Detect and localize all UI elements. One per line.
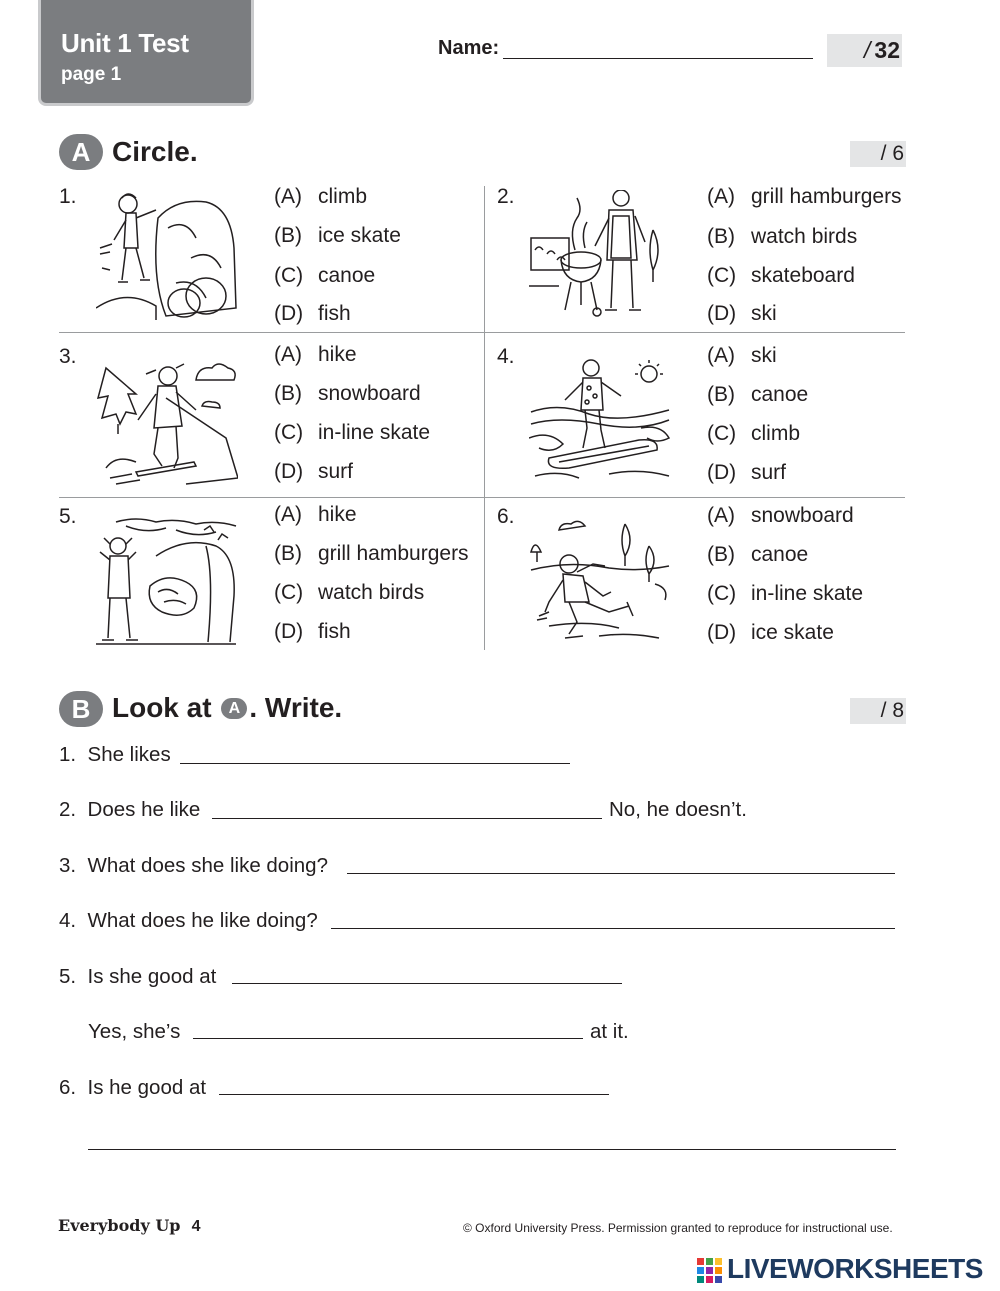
answer-blank-5a[interactable] (232, 983, 622, 984)
option-b[interactable]: (B) watch birds (707, 225, 858, 248)
option-b[interactable]: (B) grill hamburgers (274, 542, 469, 565)
grid-divider-vertical (484, 186, 485, 650)
write-item-2-suffix: No, he doesn’t. (609, 798, 747, 821)
section-a-badge: A (59, 134, 103, 170)
answer-blank-4[interactable] (331, 928, 895, 929)
grid-divider-row-1 (59, 332, 905, 333)
answer-blank-6b[interactable] (88, 1149, 896, 1150)
boy-watching-birds-icon (96, 516, 238, 648)
section-b-title: Look at A . Write. (112, 692, 343, 723)
name-field[interactable] (503, 58, 813, 59)
write-item-5-response: Yes, she’s (88, 1020, 181, 1043)
option-a[interactable]: (A) hike (274, 343, 357, 366)
section-a-reference-badge: A (221, 698, 247, 719)
write-item-6: 6. Is he good at (59, 1076, 207, 1099)
option-c[interactable]: (C) in-line skate (274, 421, 431, 444)
question-number: 3. (59, 345, 77, 368)
option-a[interactable]: (A) hike (274, 503, 357, 526)
option-a[interactable]: (A) grill hamburgers (707, 185, 902, 208)
section-a-score-box: / 6 (850, 141, 906, 167)
man-grilling-icon (529, 190, 671, 322)
option-b[interactable]: (B) canoe (707, 543, 809, 566)
option-c[interactable]: (C) canoe (274, 264, 376, 287)
option-c[interactable]: (C) watch birds (274, 581, 425, 604)
name-label: Name: (438, 37, 500, 59)
question-number: 5. (59, 505, 77, 528)
answer-blank-6a[interactable] (219, 1094, 609, 1095)
section-a-title: Circle. (112, 136, 198, 167)
logo-text: LIVEWORKSHEETS (727, 1253, 983, 1284)
total-score-box: / 32 (827, 34, 902, 67)
write-item-5: 5. Is she good at (59, 965, 217, 988)
answer-blank-5b[interactable] (193, 1038, 583, 1039)
write-item-3: 3. What does she like doing? (59, 854, 328, 877)
option-d[interactable]: (D) fish (274, 302, 351, 325)
write-item-1: 1. She likes (59, 743, 171, 766)
page-label: page 1 (61, 64, 122, 85)
option-b[interactable]: (B) ice skate (274, 224, 401, 247)
option-a[interactable]: (A) snowboard (707, 504, 854, 527)
write-item-2: 2. Does he like (59, 798, 201, 821)
write-item-5-suffix: at it. (590, 1020, 629, 1043)
unit-tab (38, 0, 254, 106)
section-a-score: 6 (892, 142, 904, 165)
section-b-score-box: / 8 (850, 698, 906, 724)
option-c[interactable]: (C) climb (707, 422, 801, 445)
book-title: Everybody Up 4 (58, 1216, 201, 1235)
option-d[interactable]: (D) surf (707, 461, 787, 484)
option-b[interactable]: (B) snowboard (274, 382, 421, 405)
section-b-score: 8 (892, 699, 904, 722)
section-b-badge: B (59, 691, 103, 727)
answer-blank-2[interactable] (212, 818, 602, 819)
copyright-notice: © Oxford University Press. Permission granted to reproduce for instructional use. (463, 1221, 893, 1235)
option-d[interactable]: (D) ski (707, 302, 777, 325)
option-a[interactable]: (A) ski (707, 344, 777, 367)
girl-ice-skating-icon (529, 516, 671, 648)
answer-blank-3[interactable] (347, 873, 895, 874)
option-c[interactable]: (C) in-line skate (707, 582, 864, 605)
girl-climbing-icon (96, 188, 238, 320)
question-number: 4. (497, 345, 515, 368)
question-number: 2. (497, 185, 515, 208)
total-score: 32 (874, 37, 900, 63)
question-number: 1. (59, 185, 77, 208)
option-b[interactable]: (B) canoe (707, 383, 809, 406)
write-item-4: 4. What does he like doing? (59, 909, 318, 932)
option-d[interactable]: (D) surf (274, 460, 354, 483)
option-c[interactable]: (C) skateboard (707, 264, 855, 287)
answer-blank-1[interactable] (180, 763, 570, 764)
girl-snowboarding-icon (96, 358, 238, 490)
grid-divider-row-2 (59, 497, 905, 498)
option-d[interactable]: (D) fish (274, 620, 351, 643)
boy-surfing-icon (529, 358, 671, 490)
option-a[interactable]: (A) climb (274, 185, 368, 208)
option-d[interactable]: (D) ice skate (707, 621, 834, 644)
question-number: 6. (497, 505, 515, 528)
unit-title: Unit 1 Test (61, 28, 189, 58)
